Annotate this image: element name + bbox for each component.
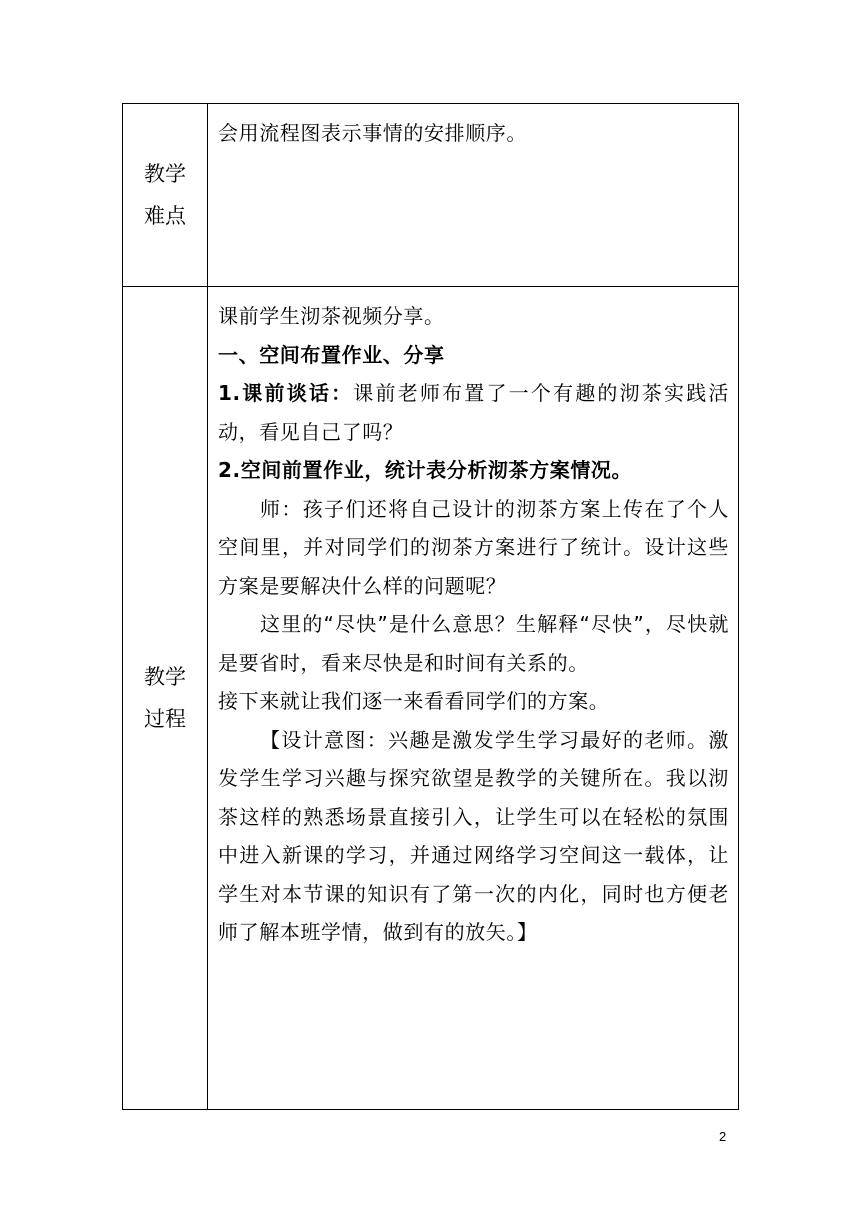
item1-label: 1.课前谈话： [218, 381, 354, 405]
item1-paragraph [218, 374, 729, 451]
item1-text: 课前老师布置了一个有趣的沏茶实践活动，看见自己了吗？ [218, 381, 729, 444]
difficulty-content-cell [208, 104, 739, 287]
page-number: 2 [719, 1129, 727, 1144]
process-label-line1: 教学 [144, 665, 186, 689]
item2-heading: 2.空间前置作业，统计表分析沏茶方案情况。 [218, 458, 633, 482]
difficulty-label-line1: 教学 [144, 162, 186, 186]
process-intro: 课前学生沏茶视频分享。 [218, 304, 445, 328]
process-label-cell [123, 287, 208, 1110]
next-paragraph: 接下来就让我们逐一来看看同学们的方案。 [218, 689, 610, 713]
teacher-paragraph: 师：孩子们还将自己设计的沏茶方案上传在了个人空间里，并对同学们的沏茶方案进行了统计。设计这些方案是要解决什么样的问题呢？ [218, 496, 729, 598]
process-label-line2: 过程 [144, 707, 186, 731]
section-heading: 一、空间布置作业、分享 [218, 342, 445, 367]
difficulty-label-cell [123, 104, 208, 287]
process-content-cell [208, 287, 739, 1110]
question-paragraph: 这里的“尽快”是什么意思？生解释“尽快”，尽快就是要省时，看来尽快是和时间有关系的。 [218, 612, 729, 675]
difficulty-text: 会用流程图表示事情的安排顺序。 [218, 121, 527, 145]
difficulty-row [123, 104, 739, 287]
lesson-plan-table [122, 103, 739, 1110]
design-intent-paragraph: 【设计意图：兴趣是激发学生学习最好的老师。激发学生学习兴趣与探究欲望是教学的关键所在。我以沏茶这样的熟悉场景直接引入，让学生可以在轻松的氛围中进入新课的学习，并通过网络学习空间这一载体，让学生对本节课的知识有了第一次的内化，同时也方便老师了解本班学情，做到有的放矢。】 [218, 727, 729, 944]
process-row [123, 287, 739, 1110]
difficulty-label-line2: 难点 [144, 204, 186, 228]
